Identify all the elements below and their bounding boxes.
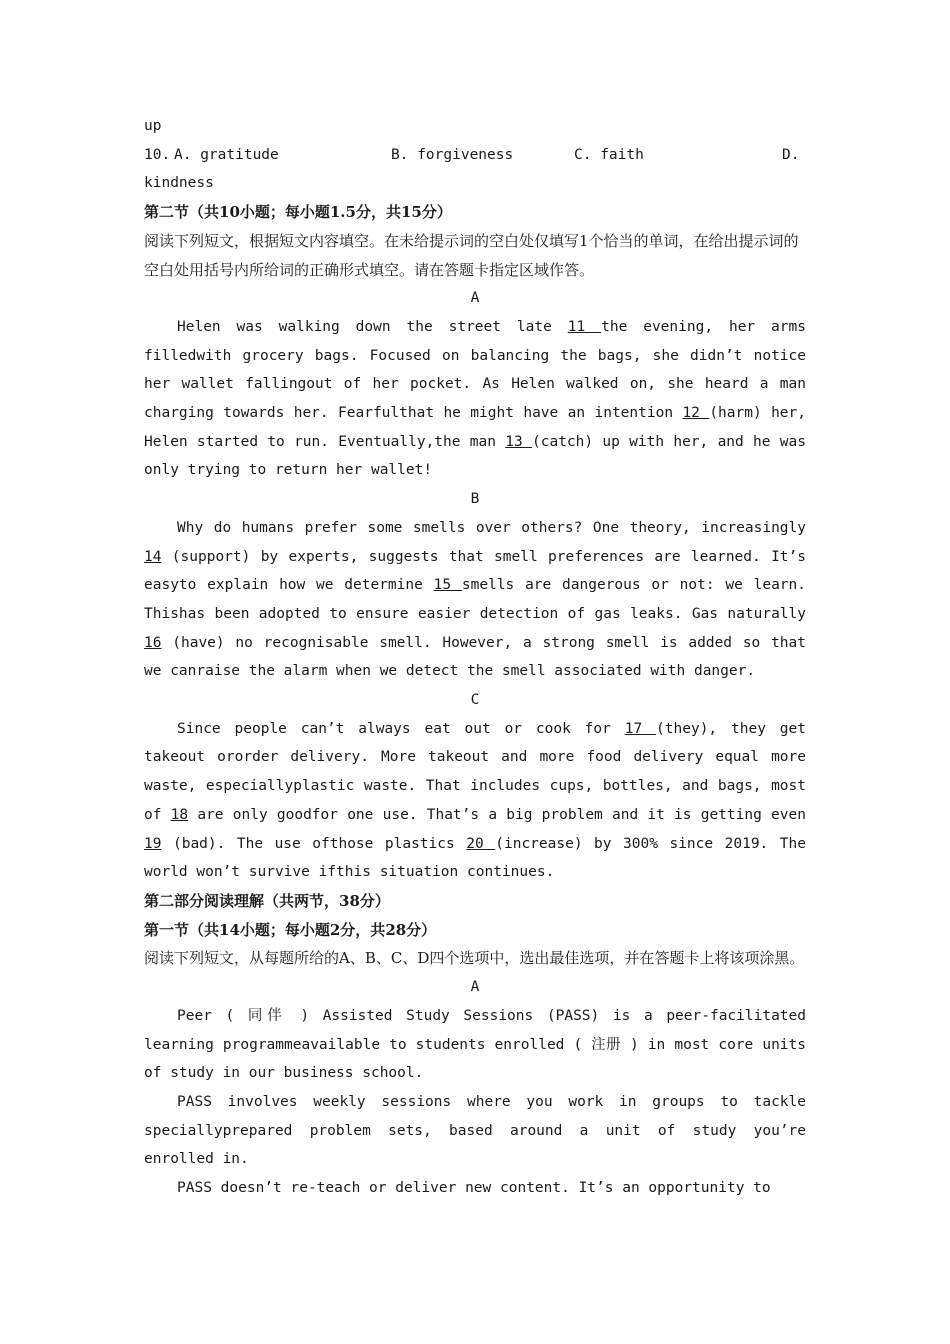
reading-a-paragraph-3: PASS doesn’t re-teach or deliver new content. It’s an opportunity to	[177, 1180, 771, 1197]
question-number: 10.	[144, 146, 171, 163]
passage-b-label: B	[470, 491, 480, 508]
blank-15: 15	[433, 577, 462, 594]
blank-11: 11	[567, 318, 602, 335]
reading-a-paragraph-2: PASS involves weekly sessions where you work in groups to tackle speciallyprepared problem sets, based around a unit of study you’re enrolled in.	[144, 1093, 806, 1168]
section2-heading: 第二节（共10小题；每小题1.5分，共15分）	[144, 203, 452, 222]
reading-a-label: A	[470, 979, 480, 996]
blank-14: 14	[144, 548, 162, 565]
option-b: B. forgiveness	[391, 146, 514, 163]
option-d-continued: kindness	[144, 175, 214, 192]
option-d: D.	[782, 146, 800, 163]
question-10-options	[144, 141, 806, 170]
option-a: A. gratitude	[174, 146, 279, 163]
blank-13: 13	[505, 433, 533, 450]
part2-heading: 第二部分阅读理解（共两节，38分）	[144, 891, 390, 910]
blank-17: 17	[624, 720, 657, 737]
option-c: C. faith	[574, 146, 644, 163]
blank-18: 18	[170, 806, 189, 823]
q9-tail: up	[144, 118, 162, 134]
passage-c-text: Since people can’t always eat out or cook for 17 (they), they get takeout ororder delivery. More takeout and more food delivery equal more waste, especiallyplastic waste. That includes cups, bottles, and bags, most of 18 are only goodfor one use. That’s a big problem and it is getting even 19 (bad). The use ofthose plastics 20 (increase) by 300% since 2019. The world won’t survive ifthis situation continues.	[144, 720, 806, 881]
part2-instructions: 阅读下列短文，从每题所给的A、B、C、D四个选项中，选出最佳选项，并在答题卡上将该项涂黑。	[144, 949, 805, 968]
blank-19: 19	[144, 835, 162, 852]
section2-instructions: 阅读下列短文，根据短文内容填空。在未给提示词的空白处仅填写1个恰当的单词，在给出提示词的空白处用括号内所给词的正确形式填空。请在答题卡指定区域作答。	[144, 231, 799, 279]
part2-section1-heading: 第一节（共14小题；每小题2分，共28分）	[144, 920, 437, 939]
blank-12: 12	[682, 405, 710, 422]
passage-a-label: A	[470, 290, 480, 307]
document-page	[144, 112, 806, 1203]
reading-a-paragraph-1: Peer ( 同伴 ) Assisted Study Sessions (PASS) is a peer-facilitated learning programmeavailable to students enrolled ( 注册 ) in most core units of study in our business school.	[144, 1007, 806, 1082]
passage-b-text: Why do humans prefer some smells over others? One theory, increasingly 14 (support) by experts, suggests that smell preferences are learned. It’s easyto explain how we determine 15 smells are dangerous or not: we learn. Thishas been adopted to ensure easier detection of gas leaks. Gas naturally 16 (have) no recognisable smell. However, a strong smell is added so that we canraise the alarm when we detect the smell associated with danger.	[144, 519, 806, 680]
passage-c-label: C	[470, 692, 480, 709]
blank-16: 16	[144, 634, 162, 651]
blank-20: 20	[466, 835, 496, 852]
passage-a-text: Helen was walking down the street late 11 the evening, her arms filledwith grocery bags. Focused on balancing the bags, she didn’t notice her wallet fallingout of her pocket. As Helen walked on, she heard a man charging towards her. Fearfulthat he might have an intention 12 (harm) her, Helen started to run. Eventually,the man 13 (catch) up with her, and he was only trying to return her wallet!	[144, 318, 806, 479]
